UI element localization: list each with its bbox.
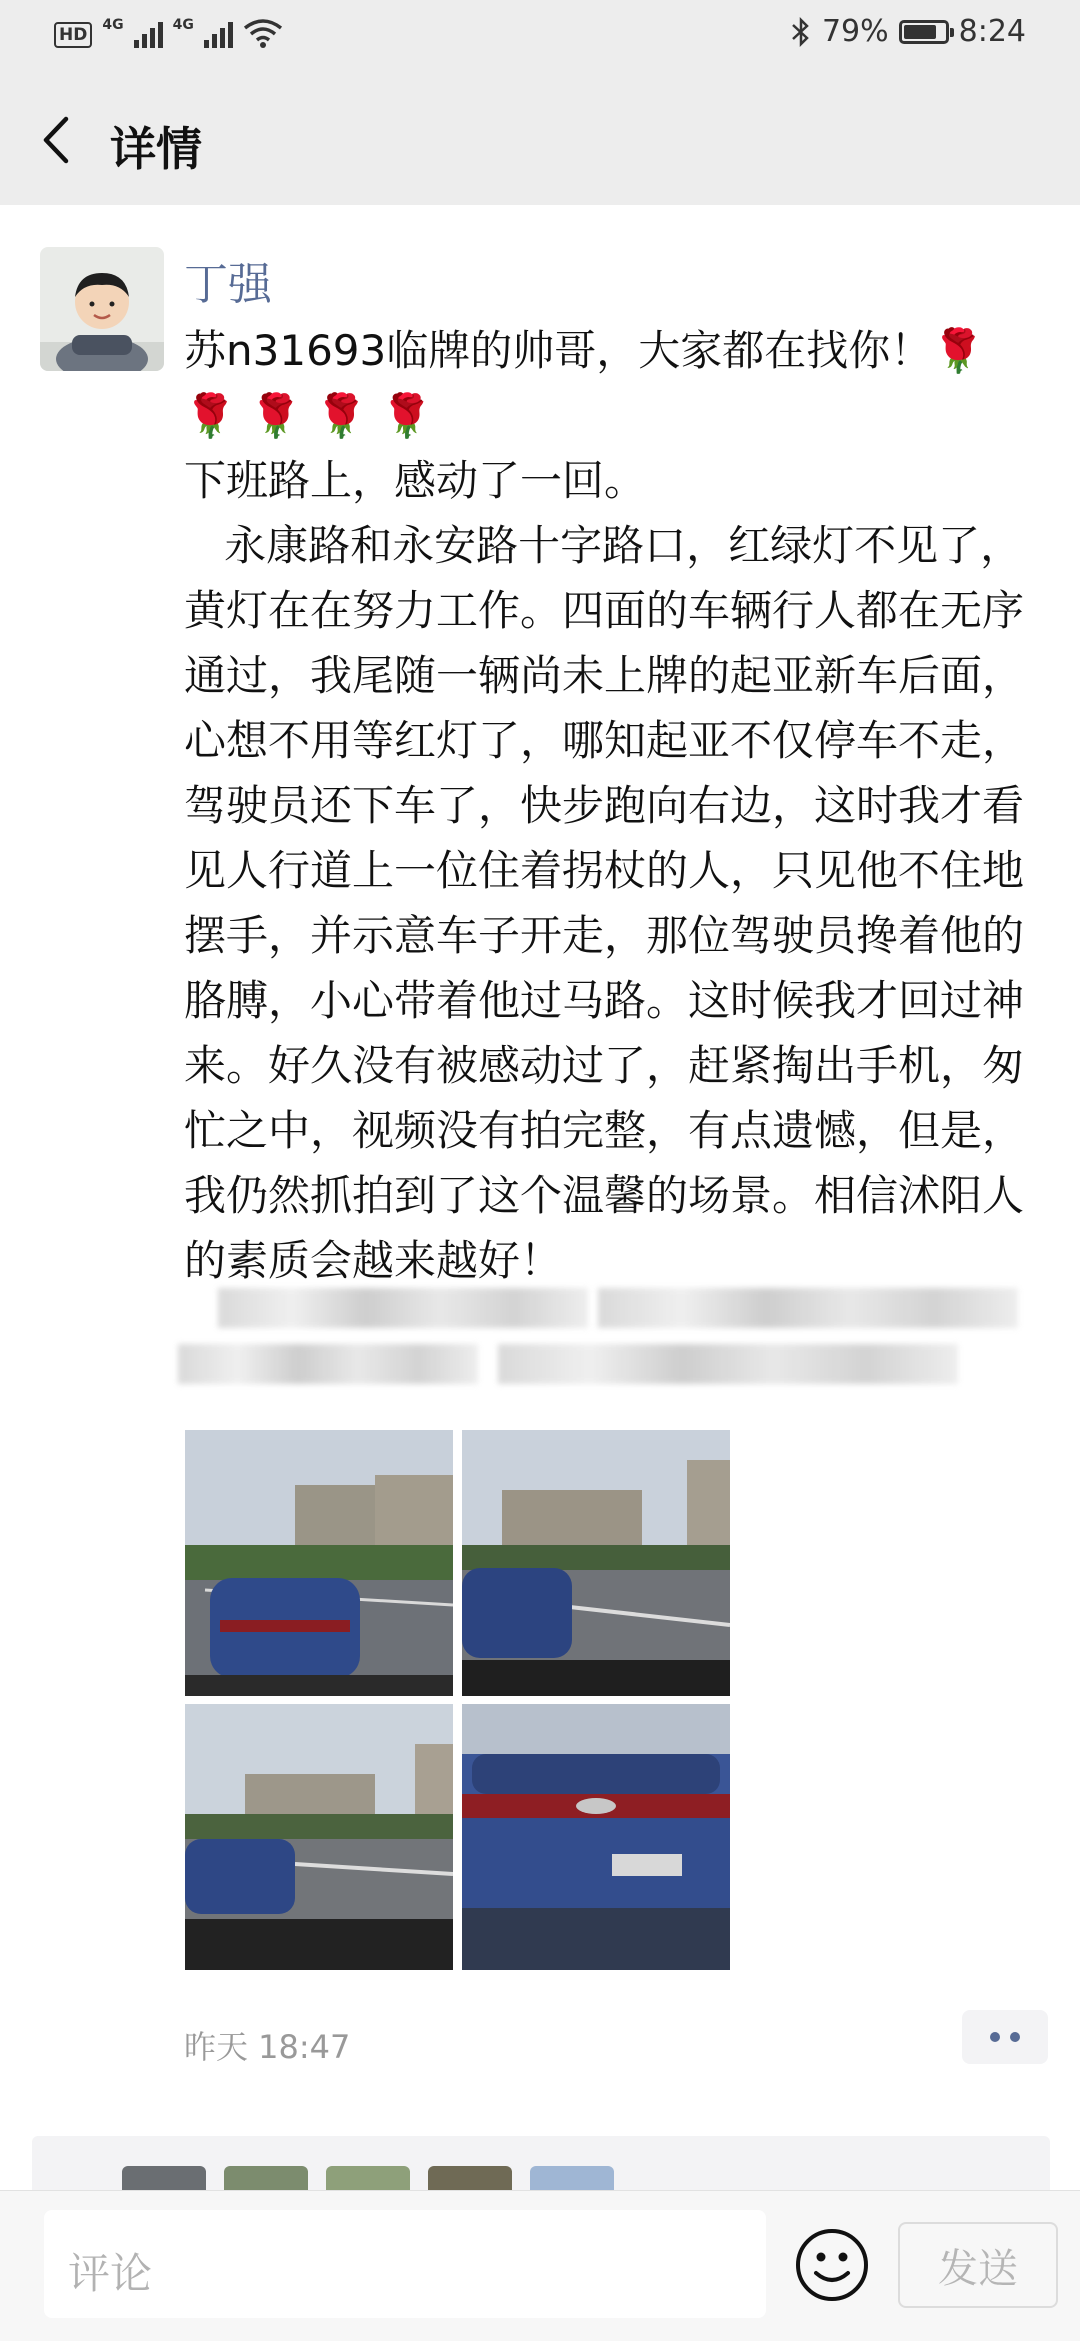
blurred-line: [218, 1288, 588, 1328]
comment-placeholder: 评论: [68, 2249, 153, 2298]
page-title: 详情: [110, 122, 202, 176]
photo-4[interactable]: [462, 1704, 730, 1970]
send-button[interactable]: 发送: [898, 2222, 1058, 2308]
dot-icon: [1010, 2032, 1020, 2042]
emoji-button[interactable]: [794, 2227, 870, 2303]
hd-icon: HD: [54, 22, 92, 48]
clock: 8:24: [958, 14, 1026, 49]
photo-4-image: [462, 1704, 730, 1970]
photo-2-image: [462, 1430, 730, 1696]
chevron-left-icon: [40, 115, 70, 165]
dot-icon: [990, 2032, 1000, 2042]
network-type-2: 4G: [172, 17, 194, 33]
battery-percent: 79%: [821, 14, 889, 49]
signal-icon-2: [204, 18, 233, 48]
avatar-image: [40, 247, 164, 371]
bluetooth-icon: [790, 16, 812, 48]
photo-3-image: [185, 1704, 453, 1970]
photo-1[interactable]: [185, 1430, 453, 1696]
title-bar: [0, 75, 1080, 205]
status-bar: [0, 0, 1080, 75]
author-name[interactable]: 丁强: [184, 259, 272, 310]
photo-grid: [185, 1430, 730, 1968]
photo-1-image: [185, 1430, 453, 1696]
photo-2[interactable]: [462, 1430, 730, 1696]
blurred-line: [498, 1344, 958, 1384]
author-avatar[interactable]: [40, 247, 164, 371]
photo-3[interactable]: [185, 1704, 453, 1970]
comment-input[interactable]: [44, 2210, 766, 2318]
blurred-content: [178, 1280, 1028, 1400]
wifi-icon: [243, 18, 283, 48]
blurred-line: [178, 1344, 478, 1384]
post-text: 苏n31693临牌的帅哥，大家都在找你！🌹 🌹 🌹 🌹 🌹 下班路上，感动了一回。 永康路和永安路十字路口，红绿灯不见了，黄灯在在努力工作。四面的车辆行人都在无序通过，我尾随一辆尚未上牌的起亚新车后面，心想不用等红灯了，哪知起亚不仅停车不走，驾驶员还下车了，快步跑向右边，这时我才看见人行道上一位住着拐杖的人，只见他不住地摆手，并示意车子开走，那位驾驶员搀着他的胳膊，小心带着他过马路。这时候我才回过神来。好久没有被感动过了，赶紧掏出手机，匆忙之中，视频没有拍完整，有点遗憾，但是，我仍然抓拍到了这个温馨的场景。相信沭阳人的素质会越来越好！: [184, 326, 1025, 1285]
battery-icon: [899, 20, 949, 44]
status-left: [54, 18, 283, 48]
post-timestamp: 昨天 18:47: [184, 2028, 351, 2066]
back-button[interactable]: [30, 105, 80, 175]
network-type-1: 4G: [102, 17, 124, 33]
battery-level: [904, 25, 936, 39]
more-actions-button[interactable]: [962, 2010, 1048, 2064]
status-right: [790, 14, 1026, 49]
signal-icon-1: [134, 18, 163, 48]
blurred-line: [598, 1288, 1018, 1328]
